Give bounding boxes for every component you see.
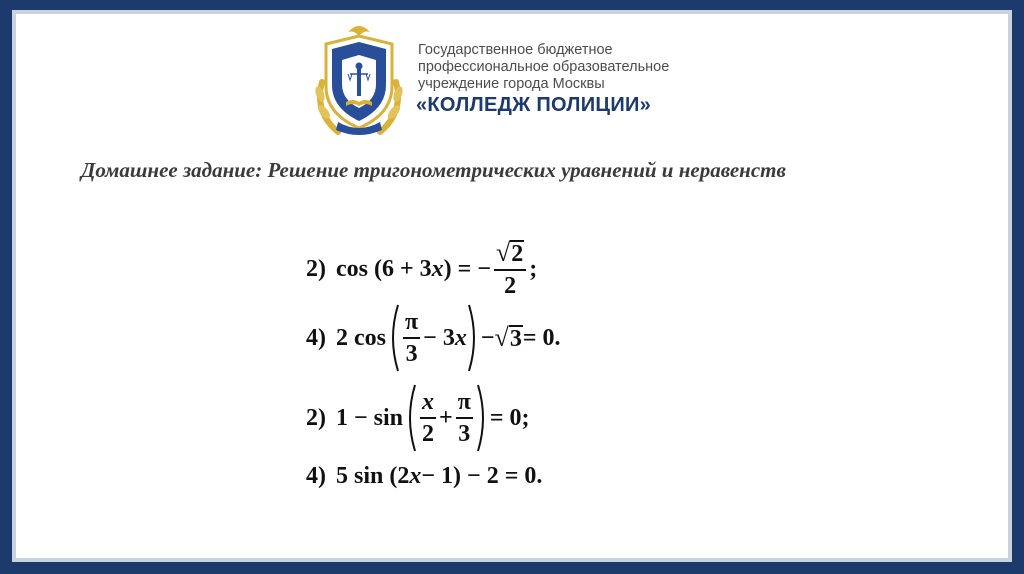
left-paren bbox=[386, 303, 400, 373]
org-line-1: Государственное бюджетное bbox=[418, 42, 613, 58]
equation-part: − 3 bbox=[423, 324, 455, 351]
equation-part: − bbox=[480, 324, 495, 351]
fraction-numerator: π bbox=[456, 389, 473, 419]
fraction-denominator: 2 bbox=[504, 273, 517, 299]
equation-part: 2 cos bbox=[336, 324, 386, 351]
organization-description bbox=[418, 42, 669, 93]
fraction-numerator: π bbox=[403, 309, 420, 339]
equation-number: 4) bbox=[306, 463, 326, 489]
variable-x: x bbox=[431, 256, 444, 282]
variable-x: x bbox=[454, 324, 467, 351]
college-name: «КОЛЛЕДЖ ПОЛИЦИИ» bbox=[416, 94, 652, 116]
equation-part: 1 − sin bbox=[336, 404, 404, 431]
equation-end: = 0; bbox=[489, 404, 530, 431]
left-paren bbox=[403, 383, 417, 453]
plus-sign: + bbox=[439, 404, 453, 431]
equation-part: 5 sin (2 bbox=[336, 463, 410, 489]
equation-number: 4) bbox=[306, 324, 326, 351]
sqrt-argument: 2 bbox=[511, 241, 524, 267]
right-paren bbox=[467, 303, 481, 373]
equation-1 bbox=[306, 240, 537, 299]
equation-4 bbox=[306, 463, 542, 490]
equation-number: 2) bbox=[306, 256, 326, 282]
college-emblem-logo bbox=[308, 22, 410, 140]
org-line-2: профессиональное образовательное bbox=[418, 59, 670, 75]
fraction-denominator: 3 bbox=[405, 341, 418, 367]
fraction-denominator: 2 bbox=[422, 421, 435, 447]
fraction bbox=[420, 389, 436, 447]
equation-3 bbox=[306, 383, 530, 453]
fraction-numerator: x bbox=[420, 389, 436, 419]
equation-number: 2) bbox=[306, 404, 326, 431]
equation-part: − 1) − 2 = 0. bbox=[421, 463, 543, 489]
equation-2 bbox=[306, 303, 561, 373]
equation-part: ) = − bbox=[443, 256, 492, 282]
org-line-3: учреждение города Москвы bbox=[418, 76, 605, 92]
equation-end: = 0. bbox=[522, 324, 561, 351]
fraction-denominator: 3 bbox=[458, 421, 471, 447]
fraction bbox=[456, 389, 473, 447]
equation-end: ; bbox=[529, 256, 538, 282]
square-root: √ 3 bbox=[494, 323, 522, 352]
variable-x: x bbox=[409, 463, 422, 489]
fraction: √ 2 2 bbox=[494, 240, 526, 299]
fraction bbox=[403, 309, 420, 367]
sqrt-argument: 3 bbox=[509, 326, 522, 352]
right-paren bbox=[476, 383, 490, 453]
equation-part: cos (6 + 3 bbox=[336, 256, 432, 282]
homework-title: Домашнее задание: Решение тригонометрических уравнений и неравенств bbox=[81, 158, 786, 182]
